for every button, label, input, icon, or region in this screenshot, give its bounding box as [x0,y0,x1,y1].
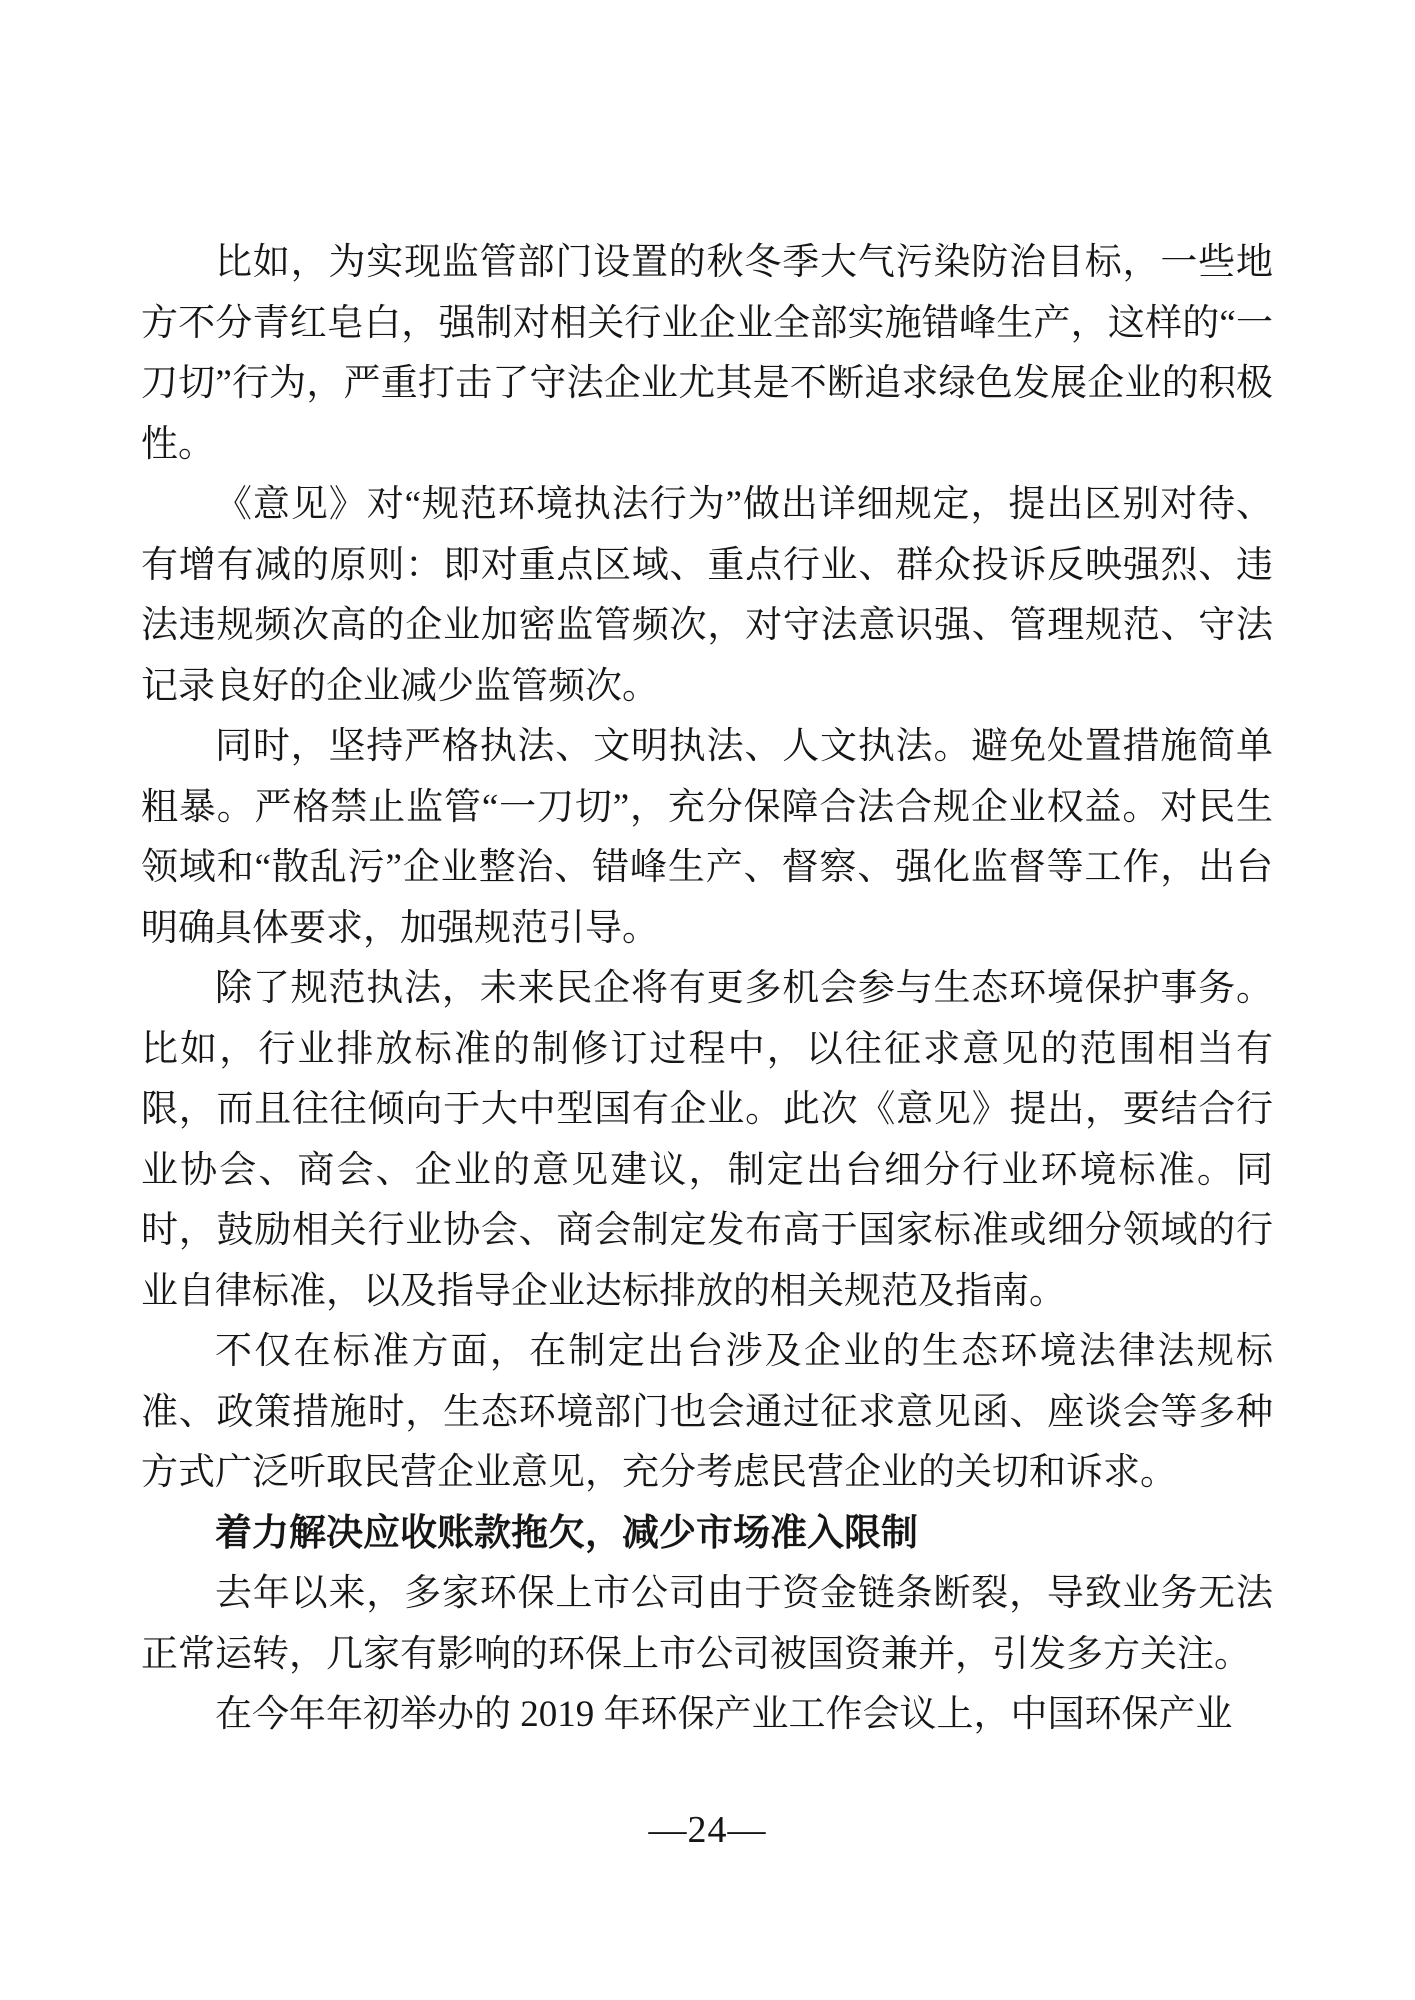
document-body [141,233,1273,1746]
paragraph: 除了规范执法，未来民企将有更多机会参与生态环境保护事务。比如，行业排放标准的制修订过程中，以往征求意见的范围相当有限，而且往往倾向于大中型国有企业。此次《意见》提出，要结合行业协会、商会、企业的意见建议，制定出台细分行业环境标准。同时，鼓励相关行业协会、商会制定发布高于国家标准或细分领域的行业自律标准，以及指导企业达标排放的相关规范及指南。 [141,968,1273,1312]
paragraph: 同时，坚持严格执法、文明执法、人文执法。避免处置措施简单粗暴。严格禁止监管“一刀切”，充分保障合法合规企业权益。对民生领域和“散乱污”企业整治、错峰生产、督察、强化监督等工作，出台明确具体要求，加强规范引导。 [141,726,1273,949]
paragraph: 不仅在标准方面，在制定出台涉及企业的生态环境法律法规标准、政策措施时，生态环境部门也会通过征求意见函、座谈会等多种方式广泛听取民营企业意见，充分考虑民营企业的关切和诉求。 [141,1331,1273,1493]
section-heading: 着力解决应收账款拖欠，减少市场准入限制 [215,1512,918,1554]
paragraph: 比如，为实现监管部门设置的秋冬季大气污染防治目标，一些地方不分青红皂白，强制对相关行业企业全部实施错峰生产，这样的“一刀切”行为，严重打击了守法企业尤其是不断追求绿色发展企业的积极性。 [141,242,1273,465]
paragraph: 《意见》对“规范环境执法行为”做出详细规定，提出区别对待、有增有减的原则：即对重点区域、重点行业、群众投诉反映强烈、违法违规频次高的企业加密监管频次，对守法意识强、管理规范、守法记录良好的企业减少监管频次。 [141,484,1273,707]
paragraph: 在今年年初举办的 2019 年环保产业工作会议上，中国环保产业 [215,1694,1233,1735]
paragraph: 去年以来，多家环保上市公司由于资金链条断裂，导致业务无法正常运转，几家有影响的环保上市公司被国资兼并，引发多方关注。 [141,1573,1273,1675]
page-number: —24— [648,1809,767,1851]
